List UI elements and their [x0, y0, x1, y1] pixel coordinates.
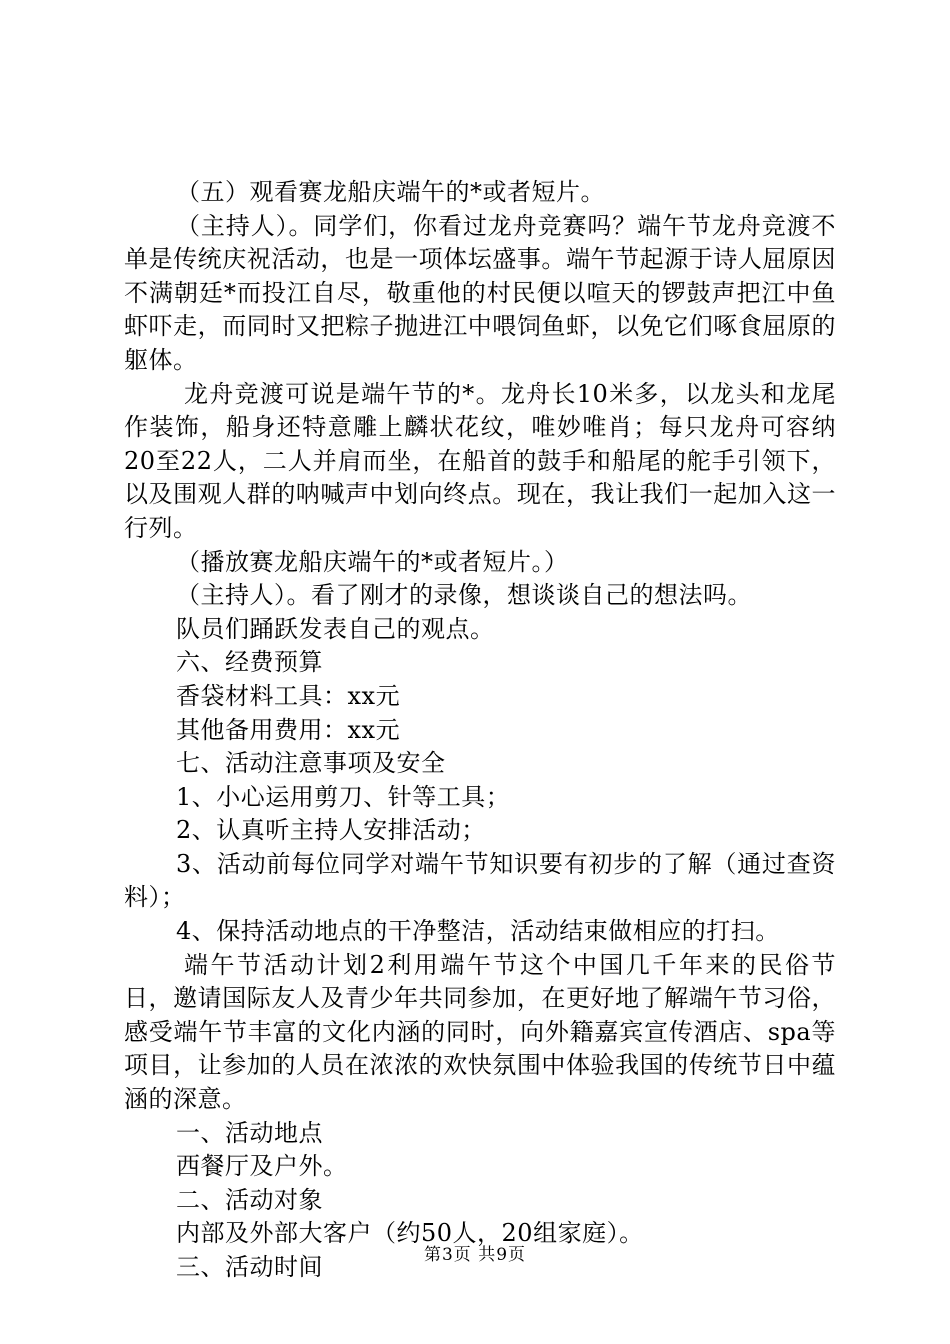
paragraph: 龙舟竞渡可说是端午节的*。龙舟长10米多，以龙头和龙尾作装饰，船身还特意雕上麟状花纹，唯妙唯肖；每只龙舟可容纳20至22人，二人并肩而坐，在船首的鼓手和船尾的舵手引领下，以及围观人群的呐喊声中划向终点。现在，我让我们一起加入这一行列。 — [124, 379, 836, 542]
paragraph: 香袋材料工具：xx元 — [176, 681, 401, 710]
section-heading: 一、活动地点 — [176, 1118, 323, 1147]
paragraph: （播放赛龙船庆端午的*或者短片。） — [176, 547, 569, 576]
paragraph: （五）观看赛龙船庆端午的*或者短片。 — [176, 178, 605, 206]
page-number-footer: 第3页 共9页 — [423, 1245, 527, 1265]
list-item: 1、小心运用剪刀、针等工具； — [176, 782, 511, 811]
list-item: 2、认真听主持人安排活动； — [176, 816, 486, 845]
section-heading: 七、活动注意事项及安全 — [176, 749, 446, 778]
paragraph: 内部及外部大客户（约50人，20组家庭）。 — [176, 1219, 644, 1248]
paragraph: 端午节活动计划2利用端午节这个中国几千年来的民俗节日，邀请国际友人及青少年共同参加，在更好地了解端午节习俗，感受端午节丰富的文化内涵的同时，向外籍嘉宾宣传酒店、spa等项目，让参加的人员在浓浓的欢快氛围中体验我国的传统节日中蕴涵的深意。 — [124, 950, 836, 1114]
list-item: 3、活动前每位同学对端午节知识要有初步的了解（通过查资料）； — [124, 849, 836, 912]
section-heading: 六、经费预算 — [176, 648, 323, 677]
paragraph: （主持人）。同学们，你看过龙舟竞赛吗？端午节龙舟竞渡不单是传统庆祝活动，也是一项体坛盛事。端午节起源于诗人屈原因不满朝廷*而投江自尽，敬重他的村民便以喧天的锣鼓声把江中鱼虾吓走，而同时又把粽子抛进江中喂饲鱼虾，以免它们啄食屈原的躯体。 — [124, 211, 836, 374]
section-heading: 三、活动时间 — [176, 1253, 323, 1281]
paragraph: 西餐厅及户外。 — [176, 1152, 348, 1181]
list-item: 4、保持活动地点的干净整洁，活动结束做相应的打扫。 — [176, 917, 780, 946]
paragraph: 队员们踊跃发表自己的观点。 — [176, 614, 495, 643]
paragraph: 其他备用费用：xx元 — [176, 715, 401, 744]
document-body — [124, 176, 836, 1285]
paragraph: （主持人）。看了刚才的录像，想谈谈自己的想法吗。 — [176, 581, 752, 610]
section-heading: 二、活动对象 — [176, 1185, 323, 1214]
